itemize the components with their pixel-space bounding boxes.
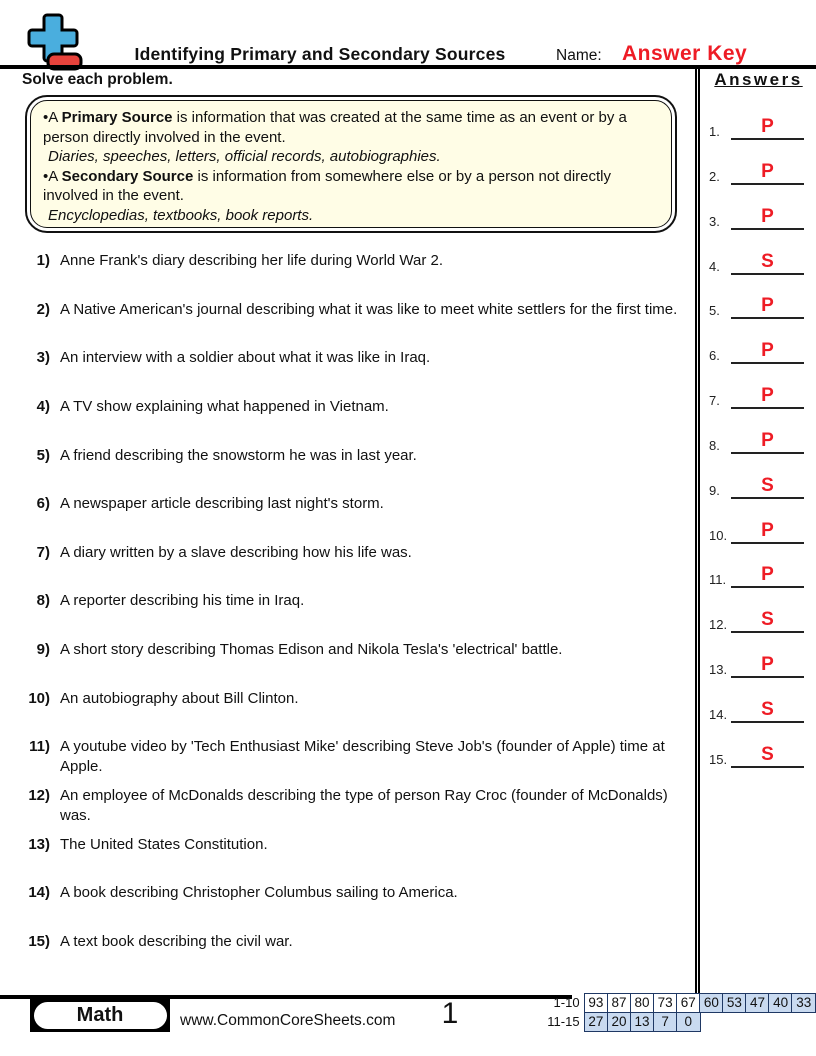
subject-badge (30, 998, 170, 1032)
secondary-source-definition (43, 167, 657, 206)
answer-row (701, 687, 816, 732)
question-list (14, 251, 690, 981)
answer-blank (731, 471, 804, 499)
answer-row (701, 597, 816, 642)
primary-source-definition (43, 108, 657, 147)
question-row (14, 737, 690, 786)
answer-blank (731, 381, 804, 409)
name-label: Name: (556, 47, 602, 64)
question-row (14, 835, 690, 884)
answer-row (701, 149, 816, 194)
question-row (14, 494, 690, 543)
answer-blank (731, 291, 804, 319)
page-number: 1 (441, 997, 459, 1030)
answer-number: 3. (709, 213, 720, 229)
question-row (14, 689, 690, 738)
answer-value: P (761, 295, 774, 317)
answer-number: 7. (709, 393, 720, 409)
bullet: •A (43, 109, 62, 126)
answers-list (701, 104, 816, 777)
answer-value: S (761, 250, 774, 272)
score-cell: 53 (722, 993, 747, 1013)
question-text: A diary written by a slave describing how his life was. (60, 543, 412, 561)
question-row (14, 446, 690, 495)
question-row (14, 543, 690, 592)
score-cell: 40 (768, 993, 793, 1013)
answers-heading: Answers (714, 70, 803, 89)
question-row (14, 300, 690, 349)
score-table (542, 993, 816, 1032)
question-row (14, 786, 690, 835)
answer-value: S (761, 474, 774, 496)
answer-row (701, 463, 816, 508)
answer-value: S (761, 698, 774, 720)
answer-blank (731, 740, 804, 768)
question-row (14, 932, 690, 981)
score-cell: 80 (630, 993, 655, 1013)
question-number: 12) (28, 787, 50, 805)
score-cell: 67 (676, 993, 701, 1013)
question-number: 15) (28, 932, 50, 950)
answer-blank (731, 426, 804, 454)
question-number: 5) (36, 446, 50, 464)
answer-blank (731, 336, 804, 364)
answer-value: P (761, 654, 774, 676)
answer-value: P (761, 160, 774, 182)
question-text: An employee of McDonalds describing the type of person Ray Croc (founder of McDonalds) was. (60, 787, 668, 824)
question-number: 2) (36, 300, 50, 318)
score-cell: 47 (745, 993, 770, 1013)
question-row (14, 251, 690, 300)
answer-number: 15. (709, 751, 728, 767)
question-text: A friend describing the snowstorm he was in last year. (60, 446, 417, 464)
score-row-label: 11-15 (547, 1013, 580, 1029)
term-secondary-source: Secondary Source (61, 167, 194, 185)
question-text: A youtube video by 'Tech Enthusiast Mike' describing Steve Job's (founder of Apple) time at Apple. (60, 738, 665, 775)
answer-row (701, 239, 816, 284)
answer-value: P (761, 429, 774, 451)
answer-row (701, 418, 816, 463)
answer-number: 6. (709, 348, 720, 364)
answer-blank (731, 157, 804, 185)
answer-number: 11. (709, 572, 727, 588)
score-row-label: 1-10 (553, 995, 580, 1010)
question-number: 1) (36, 252, 50, 269)
question-number: 11) (29, 738, 50, 756)
score-cell: 27 (584, 1012, 609, 1032)
question-number: 14) (28, 884, 50, 902)
question-text: A reporter describing his time in Iraq. (60, 592, 305, 610)
answer-blank (731, 605, 804, 633)
question-number: 3) (36, 349, 50, 367)
answer-row (701, 283, 816, 328)
answer-value: P (761, 340, 774, 362)
score-cell: 0 (676, 1012, 701, 1032)
question-row (14, 591, 690, 640)
secondary-source-examples: Encyclopedias, textbooks, book reports. (48, 206, 314, 224)
answer-value: P (761, 116, 774, 137)
question-text: The United States Constitution. (60, 835, 268, 853)
answer-number: 13. (709, 662, 728, 678)
question-number: 10) (28, 689, 50, 707)
answer-number: 2. (709, 168, 720, 184)
answer-value: P (761, 385, 774, 407)
score-cell: 93 (584, 993, 609, 1013)
question-row (14, 640, 690, 689)
score-cell: 60 (699, 993, 724, 1013)
answer-blank (731, 695, 804, 723)
score-cell: 33 (791, 993, 816, 1013)
answer-row (701, 328, 816, 373)
question-text: A TV show explaining what happened in Vietnam. (60, 397, 389, 415)
question-number: 9) (36, 641, 50, 659)
answer-row (701, 732, 816, 777)
definition-text: is information from somewhere else or by a person not directly involved in the event. (43, 167, 612, 204)
answer-number: 10. (709, 527, 728, 543)
bullet: •A (43, 167, 62, 185)
website-url: www.CommonCoreSheets.com (180, 1012, 396, 1029)
definition-text: is information that was created at the same time as an event or by a person directly involved in the event. (43, 109, 627, 146)
instructions-text: Solve each problem. (22, 71, 173, 88)
score-cell: 87 (607, 993, 632, 1013)
page-title: Identifying Primary and Secondary Sources (134, 44, 506, 64)
question-number: 8) (36, 592, 50, 610)
answer-number: 1. (709, 124, 720, 139)
primary-source-examples: Diaries, speeches, letters, official records, autobiographies. (48, 148, 441, 165)
answer-value: P (761, 519, 774, 541)
score-cell: 20 (607, 1012, 632, 1032)
answer-value: P (761, 205, 774, 227)
question-text: Anne Frank's diary describing her life during World War 2. (60, 252, 444, 269)
score-cell: 13 (630, 1012, 655, 1032)
question-text: An autobiography about Bill Clinton. (60, 689, 299, 707)
answer-key-label: Answer Key (622, 42, 748, 65)
answer-blank (731, 560, 804, 588)
answer-blank (731, 112, 804, 140)
score-row-1 (542, 993, 816, 1013)
answer-row (701, 194, 816, 239)
answer-blank (731, 516, 804, 544)
answer-blank (731, 202, 804, 230)
score-row-2 (542, 1012, 816, 1032)
answer-number: 5. (709, 303, 720, 319)
header-divider (0, 65, 816, 69)
answer-value: P (761, 564, 774, 586)
subject-badge-label: Math (34, 1002, 167, 1029)
question-row (14, 883, 690, 932)
answer-number: 14. (709, 706, 728, 722)
score-cell: 7 (653, 1012, 678, 1032)
answer-row (701, 642, 816, 687)
question-text: A text book describing the civil war. (60, 932, 293, 950)
answers-panel (701, 70, 816, 767)
question-text: A newspaper article describing last night's storm. (60, 495, 384, 513)
question-text: An interview with a soldier about what it was like in Iraq. (60, 349, 431, 367)
answer-row (701, 508, 816, 553)
question-row (14, 348, 690, 397)
answer-blank (731, 247, 804, 275)
answer-value: S (761, 609, 774, 631)
term-primary-source: Primary Source (61, 109, 173, 126)
answer-number: 8. (709, 437, 720, 453)
question-number: 7) (36, 543, 50, 561)
answer-row (701, 104, 816, 149)
question-number: 6) (36, 495, 50, 513)
answer-value: S (761, 743, 774, 765)
question-number: 4) (36, 397, 50, 415)
answer-number: 4. (709, 258, 720, 274)
answer-number: 12. (709, 617, 728, 633)
question-text: A book describing Christopher Columbus sailing to America. (60, 884, 458, 902)
answer-row (701, 552, 816, 597)
definition-box (25, 95, 677, 233)
definition-box-content (30, 100, 672, 228)
answer-number: 9. (709, 482, 720, 498)
question-text: A short story describing Thomas Edison and Nikola Tesla's 'electrical' battle. (60, 641, 563, 659)
answers-column-divider (695, 69, 700, 993)
answer-blank (731, 650, 804, 678)
question-number: 13) (28, 835, 50, 853)
question-row (14, 397, 690, 446)
answer-row (701, 373, 816, 418)
score-cell: 73 (653, 993, 678, 1013)
question-text: A Native American's journal describing what it was like to meet white settlers for the first time. (60, 300, 678, 318)
